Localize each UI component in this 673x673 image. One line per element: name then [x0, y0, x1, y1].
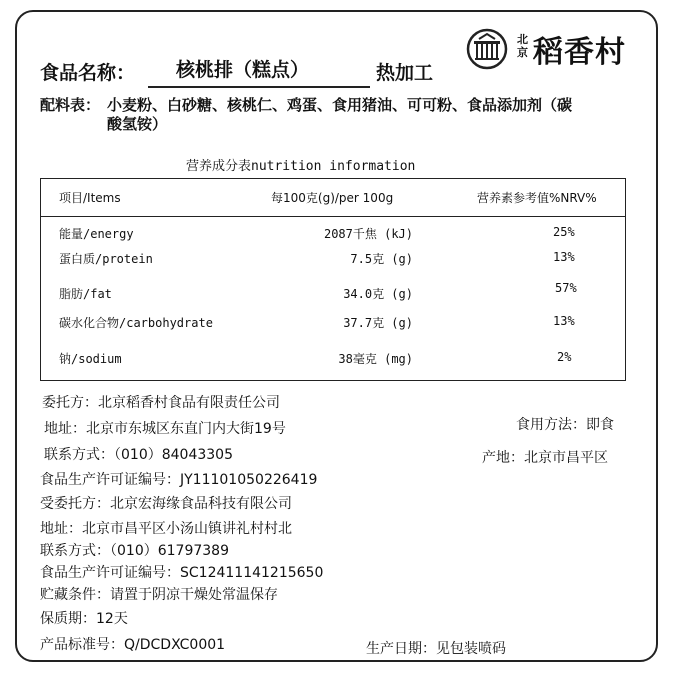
- header-per100g: 每100克(g)/per 100g: [271, 191, 394, 205]
- client: 委托方：北京稻香村食品有限责任公司: [42, 395, 280, 411]
- product-standard: 产品标准号：Q/DCDXC0001: [40, 637, 226, 653]
- contractor-contact: 联系方式：（010）61797389: [40, 543, 229, 559]
- brand-city-top: 北: [517, 33, 528, 46]
- contractor-address: 地址：北京市昌平区小汤山镇讲礼村村北: [40, 521, 292, 537]
- row-fat-nrv: 57%: [555, 281, 577, 295]
- row-fat-amount: 34.0克 (g): [343, 287, 413, 301]
- row-carb-amount: 37.7克 (g): [343, 316, 413, 330]
- product-name-label: 食品名称：: [40, 62, 136, 84]
- row-sodium-item: 钠/sodium: [59, 352, 122, 366]
- row-sodium-amount: 38毫克 (mg): [338, 352, 413, 366]
- row-fat-item: 脂肪/fat: [59, 287, 112, 301]
- client-address: 地址：北京市东城区东直门内大街19号: [44, 421, 286, 437]
- brand-city: [517, 33, 528, 59]
- origin: 产地：北京市昌平区: [482, 450, 608, 466]
- client-license: 食品生产许可证编号：JY11101050226419: [40, 472, 318, 488]
- row-energy-amount: 2087千焦 (kJ): [323, 227, 413, 241]
- row-carb-item: 碳水化合物/carbohydrate: [59, 316, 213, 330]
- usage: 食用方法：即食: [516, 417, 614, 433]
- product-name-underline: [148, 86, 370, 88]
- contractor-license: 食品生产许可证编号：SC12411141215650: [40, 565, 324, 581]
- ingredients-line2: 酸氢铵）: [107, 115, 168, 133]
- ingredients-label: 配料表：: [40, 96, 101, 114]
- client-contact: 联系方式：（010）84043305: [44, 447, 233, 463]
- process-type: 热加工: [376, 62, 434, 84]
- contractor: 受委托方：北京宏海缘食品科技有限公司: [40, 496, 292, 512]
- nutrition-header-divider: [41, 216, 625, 217]
- header-nrv: 营养素参考值%NRV%: [477, 191, 597, 205]
- row-protein-item: 蛋白质/protein: [59, 252, 153, 266]
- nutrition-title: 营养成分表nutrition information: [186, 159, 416, 174]
- row-carb-nrv: 13%: [553, 314, 575, 328]
- shelf-life: 保质期：12天: [40, 611, 128, 627]
- brand-name: 稻香村: [533, 35, 626, 70]
- production-date: 生产日期：见包装喷码: [366, 641, 506, 657]
- row-protein-amount: 7.5克 (g): [350, 252, 413, 266]
- row-energy-item: 能量/energy: [59, 227, 134, 241]
- storage: 贮藏条件：请置于阴凉干燥处常温保存: [40, 587, 278, 603]
- row-energy-nrv: 25%: [553, 225, 575, 239]
- brand-city-bottom: 京: [517, 46, 528, 59]
- row-sodium-nrv: 2%: [557, 350, 572, 364]
- row-protein-nrv: 13%: [553, 250, 575, 264]
- nutrition-table: [40, 178, 626, 381]
- product-name: 核桃排（糕点）: [176, 59, 310, 81]
- header-items: 项目/Items: [59, 191, 121, 205]
- wheat-emblem-icon: [465, 27, 511, 71]
- ingredients-line1: 小麦粉、白砂糖、核桃仁、鸡蛋、食用猪油、可可粉、食品添加剂（碳: [107, 96, 573, 114]
